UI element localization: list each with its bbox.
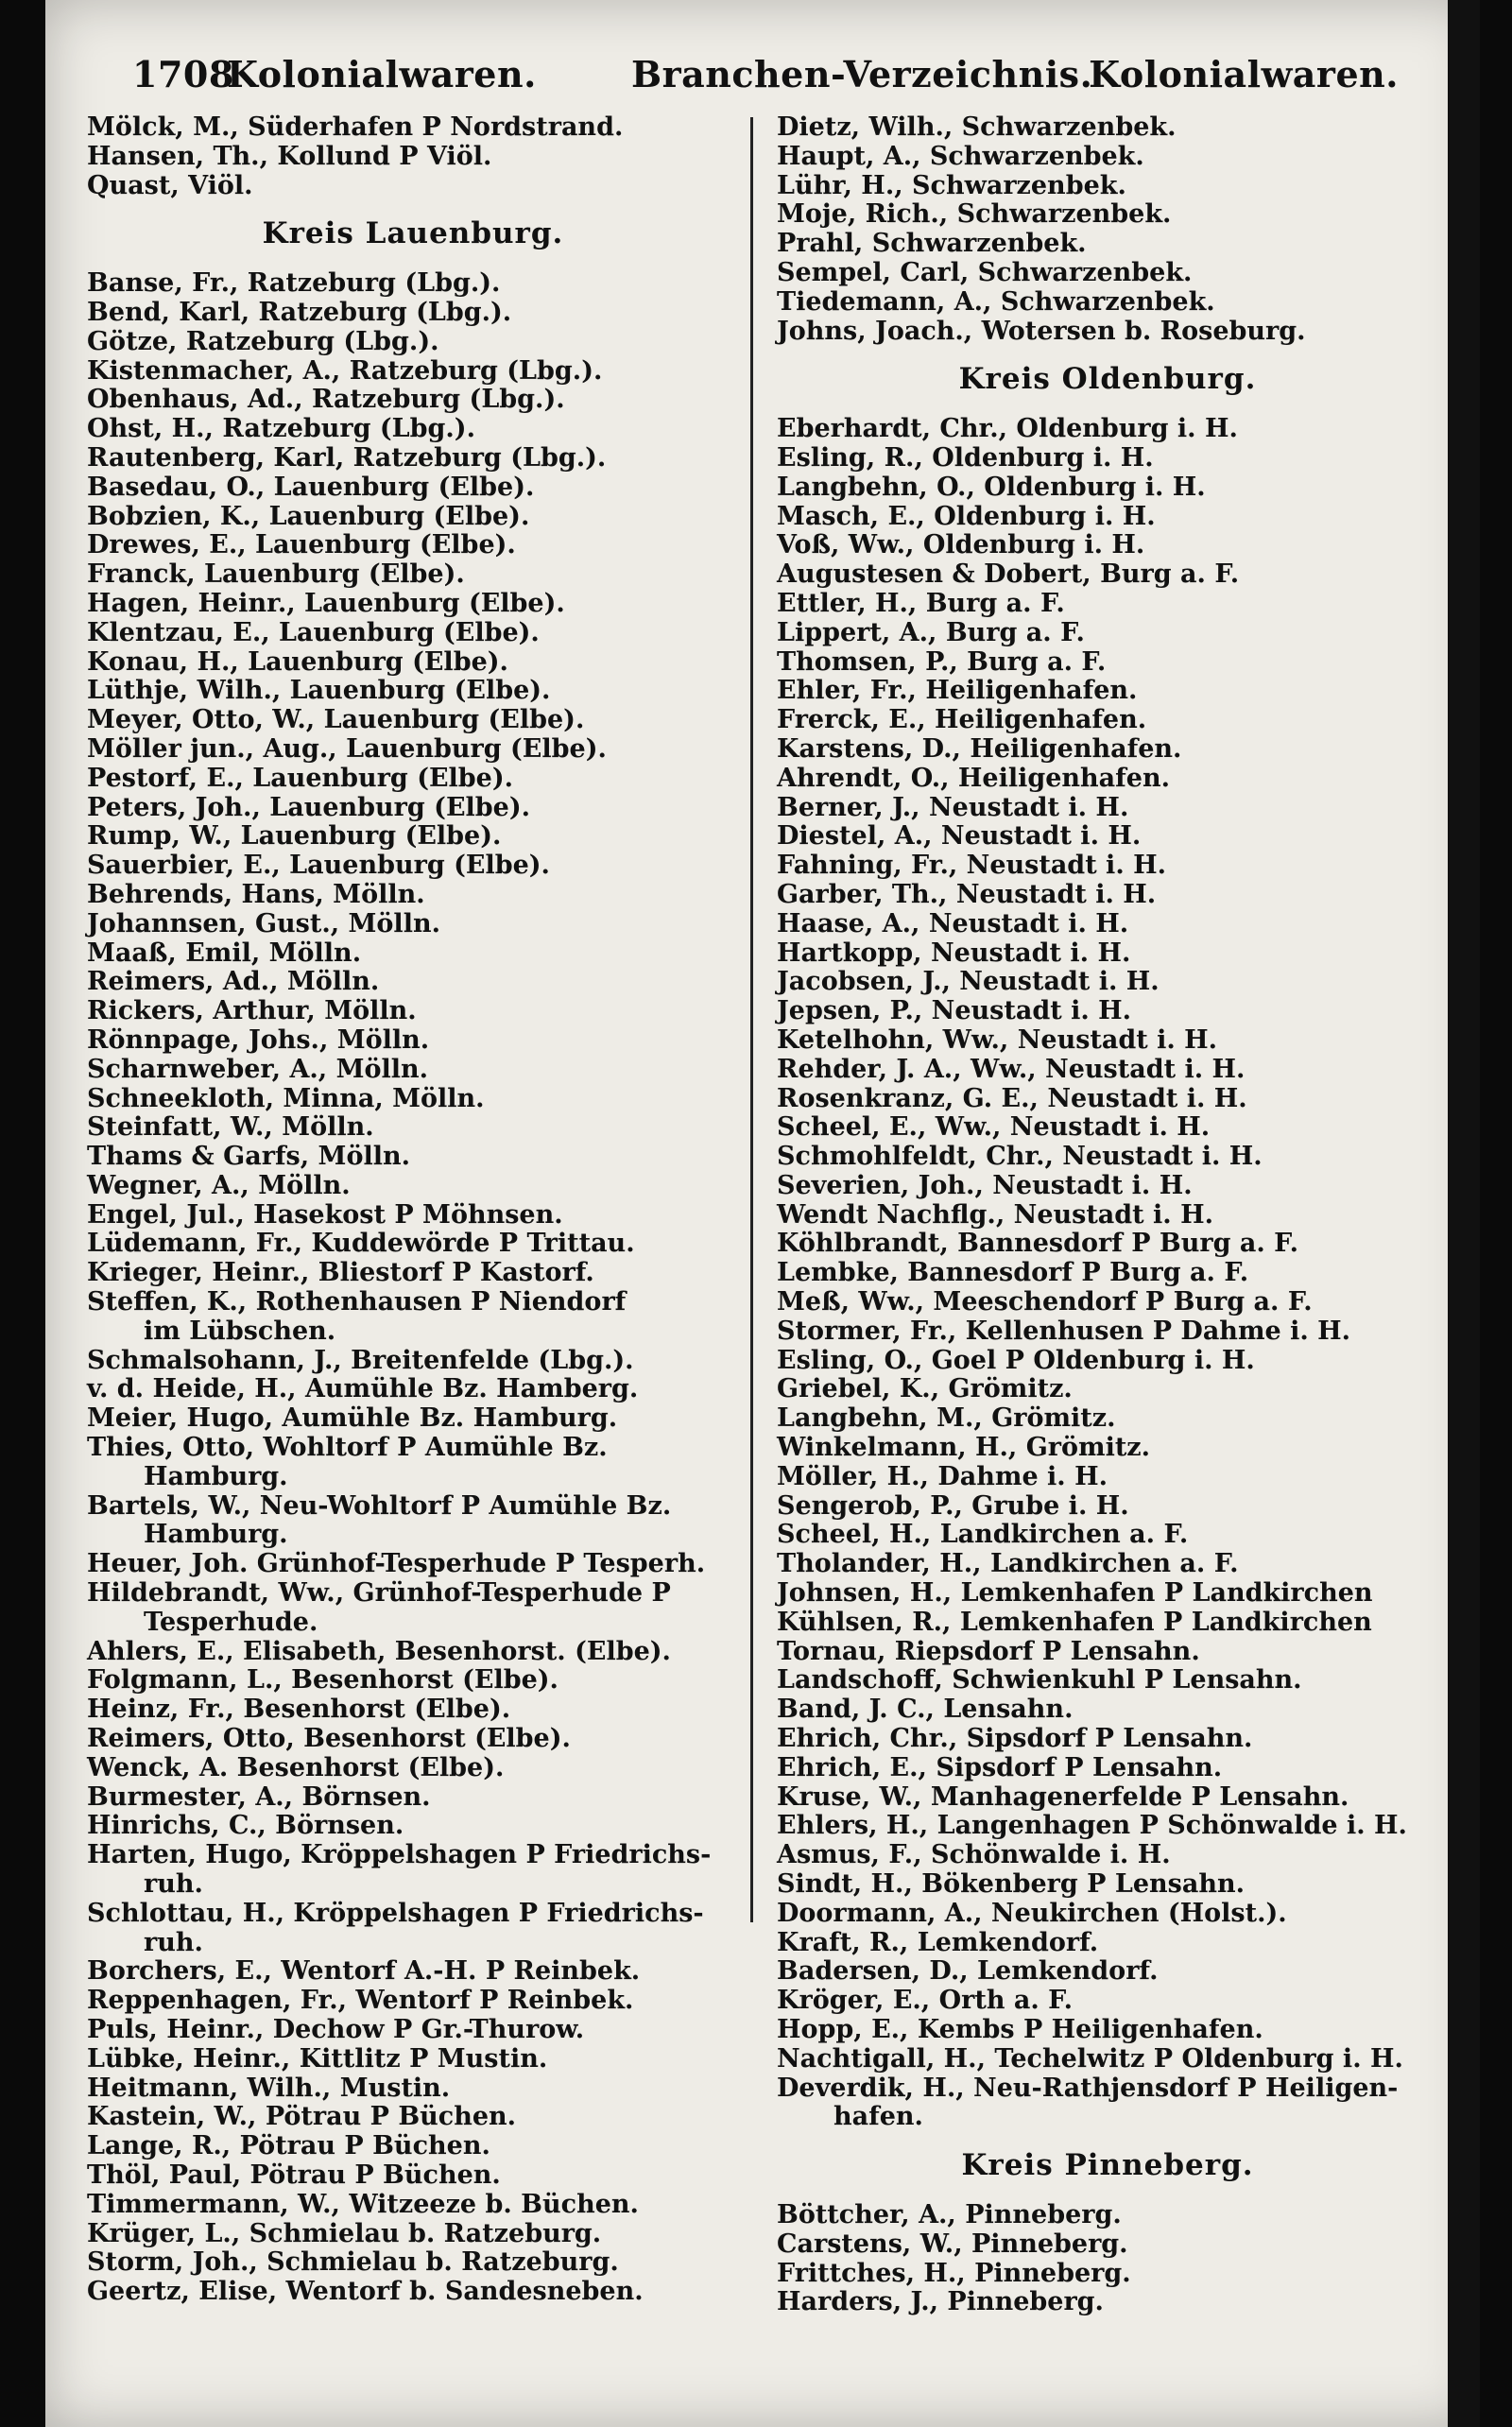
list-item: Haase, A., Neustadt i. H. bbox=[777, 908, 1129, 938]
list-item: Lübke, Heinr., Kittlitz P Mustin. bbox=[87, 2043, 548, 2074]
list-item: Harders, J., Pinneberg. bbox=[777, 2287, 1104, 2317]
list-item: Hopp, E., Kembs P Heiligenhafen. bbox=[777, 2015, 1263, 2044]
list-item: Sindt, H., Bökenberg P Lensahn. bbox=[777, 1869, 1246, 1900]
list-item: Tornau, Riepsdorf P Lensahn. bbox=[777, 1636, 1200, 1666]
list-item: Schneekloth, Minna, Mölln. bbox=[87, 1083, 485, 1113]
list-item: Wendt Nachflg., Neustadt i. H. bbox=[777, 1199, 1214, 1230]
right-column bbox=[777, 113, 1438, 2317]
list-item: Deverdik, H., Neu-Rathjensdorf P Heiligen- bbox=[777, 2073, 1399, 2103]
list-item: Schmalsohann, J., Breitenfelde (Lbg.). bbox=[87, 1345, 634, 1375]
list-item: Maaß, Emil, Mölln. bbox=[87, 938, 362, 968]
oldenburg-entries bbox=[777, 415, 1438, 2132]
list-item: Winkelmann, H., Grömitz. bbox=[777, 1433, 1151, 1463]
list-item: Jepsen, P., Neustadt i. H. bbox=[777, 996, 1132, 1026]
list-item: Landschoff, Schwienkuhl P Lensahn. bbox=[777, 1665, 1302, 1695]
list-item: Meyer, Otto, W., Lauenburg (Elbe). bbox=[87, 705, 585, 735]
list-item: Frerck, E., Heiligenhafen. bbox=[777, 705, 1147, 735]
list-item: Schlottau, H., Kröppelshagen P Friedrichs- bbox=[87, 1898, 704, 1928]
list-item: Voß, Ww., Oldenburg i. H. bbox=[777, 530, 1145, 560]
list-item: im Lübschen. bbox=[144, 1316, 336, 1346]
list-item: Hinrichs, C., Börnsen. bbox=[87, 1811, 404, 1841]
list-item: Ketelhohn, Ww., Neustadt i. H. bbox=[777, 1024, 1218, 1055]
list-item: Puls, Heinr., Dechow P Gr.-Thurow. bbox=[87, 2015, 585, 2044]
list-item: Konau, H., Lauenburg (Elbe). bbox=[87, 646, 508, 677]
list-item: Scharnweber, A., Mölln. bbox=[87, 1054, 429, 1084]
list-item: Ohst, H., Ratzeburg (Lbg.). bbox=[87, 414, 475, 444]
list-item: Klentzau, E., Lauenburg (Elbe). bbox=[87, 617, 540, 647]
list-item: Lange, R., Pötrau P Büchen. bbox=[87, 2131, 490, 2161]
list-item: Thies, Otto, Wohltorf P Aumühle Bz. bbox=[87, 1433, 608, 1463]
list-item: hafen. bbox=[833, 2102, 923, 2132]
page-header bbox=[132, 45, 1399, 102]
list-item: Tesperhude. bbox=[144, 1607, 318, 1637]
list-item: Jacobsen, J., Neustadt i. H. bbox=[777, 967, 1160, 997]
list-item: Johannsen, Gust., Mölln. bbox=[87, 908, 440, 938]
list-item: Steffen, K., Rothenhausen P Niendorf bbox=[87, 1287, 627, 1317]
list-item: Nachtigall, H., Techelwitz P Oldenburg i. H. bbox=[777, 2043, 1403, 2074]
list-item: Bobzien, K., Lauenburg (Elbe). bbox=[87, 501, 530, 531]
list-item: Hamburg. bbox=[144, 1520, 288, 1550]
list-item: Prahl, Schwarzenbek. bbox=[777, 229, 1087, 259]
list-item: Fahning, Fr., Neustadt i. H. bbox=[777, 851, 1167, 881]
list-item: Bend, Karl, Ratzeburg (Lbg.). bbox=[87, 297, 512, 327]
list-item: Stormer, Fr., Kellenhusen P Dahme i. H. bbox=[777, 1316, 1351, 1346]
right-intro-entries bbox=[777, 113, 1438, 346]
list-item: Thams & Garfs, Mölln. bbox=[87, 1142, 410, 1172]
list-item: Masch, E., Oldenburg i. H. bbox=[777, 501, 1156, 531]
list-item: Reppenhagen, Fr., Wentorf P Reinbek. bbox=[87, 1986, 634, 2016]
list-item: Karstens, D., Heiligenhafen. bbox=[777, 733, 1182, 764]
list-item: Tiedemann, A., Schwarzenbek. bbox=[777, 286, 1215, 317]
list-item: Scheel, E., Ww., Neustadt i. H. bbox=[777, 1112, 1211, 1143]
list-item: Rautenberg, Karl, Ratzeburg (Lbg.). bbox=[87, 442, 607, 473]
list-item: Engel, Jul., Hasekost P Möhnsen. bbox=[87, 1199, 563, 1230]
list-item: Kruse, W., Manhagenerfelde P Lensahn. bbox=[777, 1782, 1349, 1812]
list-item: Ettler, H., Burg a. F. bbox=[777, 588, 1065, 618]
list-item: Folgmann, L., Besenhorst (Elbe). bbox=[87, 1665, 558, 1695]
list-item: ruh. bbox=[144, 1927, 203, 1957]
list-item: Moje, Rich., Schwarzenbek. bbox=[777, 199, 1172, 230]
header-right-title: Kolonialwaren. bbox=[1089, 53, 1399, 95]
list-item: Reimers, Ad., Mölln. bbox=[87, 967, 380, 997]
list-item: Quast, Viöl. bbox=[87, 170, 253, 200]
list-item: Carstens, W., Pinneberg. bbox=[777, 2229, 1128, 2259]
list-item: Harten, Hugo, Kröppelshagen P Friedrichs- bbox=[87, 1840, 712, 1870]
list-item: Ehlers, H., Langenhagen P Schönwalde i. H. bbox=[777, 1811, 1407, 1841]
list-item: Lüthje, Wilh., Lauenburg (Elbe). bbox=[87, 676, 551, 706]
list-item: Thomsen, P., Burg a. F. bbox=[777, 646, 1107, 677]
list-item: Diestel, A., Neustadt i. H. bbox=[777, 821, 1142, 852]
list-item: Böttcher, A., Pinneberg. bbox=[777, 2199, 1122, 2229]
list-item: Heitmann, Wilh., Mustin. bbox=[87, 2073, 451, 2103]
page-number: 1708 bbox=[132, 53, 234, 95]
section-heading-pinneberg: Kreis Pinneberg. bbox=[961, 2148, 1254, 2183]
left-section-entries bbox=[87, 269, 739, 2307]
list-item: Esling, O., Goel P Oldenburg i. H. bbox=[777, 1345, 1255, 1375]
left-intro-entries bbox=[87, 113, 739, 200]
list-item: Berner, J., Neustadt i. H. bbox=[777, 792, 1129, 822]
list-item: Ahrendt, O., Heiligenhafen. bbox=[777, 763, 1170, 793]
list-item: Borchers, E., Wentorf A.-H. P Reinbek. bbox=[87, 1956, 641, 1987]
list-item: Banse, Fr., Ratzeburg (Lbg.). bbox=[87, 268, 501, 299]
list-item: Rehder, J. A., Ww., Neustadt i. H. bbox=[777, 1054, 1246, 1084]
list-item: Langbehn, M., Grömitz. bbox=[777, 1403, 1116, 1434]
list-item: Meier, Hugo, Aumühle Bz. Hamburg. bbox=[87, 1403, 618, 1434]
list-item: Ehrich, Chr., Sipsdorf P Lensahn. bbox=[777, 1724, 1253, 1754]
list-item: Ehrich, E., Sipsdorf P Lensahn. bbox=[777, 1752, 1223, 1782]
list-item: Thöl, Paul, Pötrau P Büchen. bbox=[87, 2160, 501, 2190]
list-item: Wegner, A., Mölln. bbox=[87, 1170, 351, 1200]
list-item: Kraft, R., Lemkendorf. bbox=[777, 1927, 1099, 1957]
list-item: Wenck, A. Besenhorst (Elbe). bbox=[87, 1752, 505, 1782]
list-item: Obenhaus, Ad., Ratzeburg (Lbg.). bbox=[87, 385, 565, 415]
list-item: Esling, R., Oldenburg i. H. bbox=[777, 442, 1154, 473]
list-item: ruh. bbox=[144, 1869, 203, 1900]
list-item: Timmermann, W., Witzeeze b. Büchen. bbox=[87, 2189, 639, 2219]
list-item: Hagen, Heinr., Lauenburg (Elbe). bbox=[87, 588, 565, 618]
list-item: Lühr, H., Schwarzenbek. bbox=[777, 170, 1126, 200]
list-item: Burmester, A., Börnsen. bbox=[87, 1782, 431, 1812]
list-item: Rickers, Arthur, Mölln. bbox=[87, 996, 417, 1026]
list-item: Peters, Joh., Lauenburg (Elbe). bbox=[87, 792, 531, 822]
list-item: Lippert, A., Burg a. F. bbox=[777, 617, 1085, 647]
list-item: Ehler, Fr., Heiligenhafen. bbox=[777, 676, 1138, 706]
left-column bbox=[87, 113, 739, 2307]
list-item: Doormann, A., Neukirchen (Holst.). bbox=[777, 1898, 1287, 1928]
list-item: Basedau, O., Lauenburg (Elbe). bbox=[87, 472, 535, 502]
list-item: Haupt, A., Schwarzenbek. bbox=[777, 141, 1144, 171]
header-center-title: Branchen-Verzeichnis. bbox=[631, 53, 1093, 95]
list-item: Möller, H., Dahme i. H. bbox=[777, 1461, 1108, 1491]
list-item: Johns, Joach., Wotersen b. Roseburg. bbox=[777, 316, 1306, 346]
list-item: Reimers, Otto, Besenhorst (Elbe). bbox=[87, 1724, 571, 1754]
list-item: Sengerob, P., Grube i. H. bbox=[777, 1490, 1129, 1521]
list-item: Ahlers, E., Elisabeth, Besenhorst. (Elbe). bbox=[87, 1636, 671, 1666]
list-item: Langbehn, O., Oldenburg i. H. bbox=[777, 472, 1206, 502]
list-item: Heinz, Fr., Besenhorst (Elbe). bbox=[87, 1695, 511, 1725]
list-item: Kistenmacher, A., Ratzeburg (Lbg.). bbox=[87, 355, 603, 386]
list-item: Hamburg. bbox=[144, 1461, 288, 1491]
list-item: Hildebrandt, Ww., Grünhof-Tesperhude P bbox=[87, 1578, 671, 1609]
pinneberg-entries bbox=[777, 2201, 1438, 2317]
list-item: Frittches, H., Pinneberg. bbox=[777, 2258, 1131, 2288]
list-item: Asmus, F., Schönwalde i. H. bbox=[777, 1840, 1171, 1870]
list-item: Severien, Joh., Neustadt i. H. bbox=[777, 1170, 1193, 1200]
list-item: Scheel, H., Landkirchen a. F. bbox=[777, 1520, 1189, 1550]
list-item: Köhlbrandt, Bannesdorf P Burg a. F. bbox=[777, 1229, 1299, 1259]
list-item: Kastein, W., Pötrau P Büchen. bbox=[87, 2102, 517, 2132]
list-item: Band, J. C., Lensahn. bbox=[777, 1695, 1074, 1725]
list-item: Möller jun., Aug., Lauenburg (Elbe). bbox=[87, 733, 607, 764]
list-item: Rosenkranz, G. E., Neustadt i. H. bbox=[777, 1083, 1247, 1113]
list-item: Tholander, H., Landkirchen a. F. bbox=[777, 1549, 1239, 1579]
list-item: Rump, W., Lauenburg (Elbe). bbox=[87, 821, 502, 852]
list-item: Hansen, Th., Kollund P Viöl. bbox=[87, 141, 492, 171]
list-item: Johnsen, H., Lemkenhafen P Landkirchen bbox=[777, 1578, 1373, 1609]
section-heading-lauenburg: Kreis Lauenburg. bbox=[262, 216, 564, 251]
list-item: Lembke, Bannesdorf P Burg a. F. bbox=[777, 1258, 1249, 1288]
list-item: Pestorf, E., Lauenburg (Elbe). bbox=[87, 763, 514, 793]
list-item: Krüger, L., Schmielau b. Ratzeburg. bbox=[87, 2218, 602, 2248]
list-item: Drewes, E., Lauenburg (Elbe). bbox=[87, 530, 516, 560]
list-item: Dietz, Wilh., Schwarzenbek. bbox=[777, 112, 1177, 142]
list-item: Krieger, Heinr., Bliestorf P Kastorf. bbox=[87, 1258, 594, 1288]
list-item: Steinfatt, W., Mölln. bbox=[87, 1112, 374, 1143]
list-item: Garber, Th., Neustadt i. H. bbox=[777, 879, 1157, 909]
list-item: v. d. Heide, H., Aumühle Bz. Hamberg. bbox=[87, 1374, 639, 1404]
list-item: Badersen, D., Lemkendorf. bbox=[777, 1956, 1159, 1987]
list-item: Lüdemann, Fr., Kuddewörde P Trittau. bbox=[87, 1229, 635, 1259]
list-item: Heuer, Joh. Grünhof-Tesperhude P Tesperh. bbox=[87, 1549, 706, 1579]
list-item: Sempel, Carl, Schwarzenbek. bbox=[777, 257, 1193, 287]
list-item: Hartkopp, Neustadt i. H. bbox=[777, 938, 1131, 968]
list-item: Meß, Ww., Meeschendorf P Burg a. F. bbox=[777, 1287, 1313, 1317]
list-item: Bartels, W., Neu-Wohltorf P Aumühle Bz. bbox=[87, 1490, 672, 1521]
page-edge-shadow bbox=[1448, 0, 1480, 2427]
list-item: Augustesen & Dobert, Burg a. F. bbox=[777, 559, 1240, 590]
list-item: Franck, Lauenburg (Elbe). bbox=[87, 559, 465, 590]
list-item: Rönnpage, Johs., Mölln. bbox=[87, 1024, 430, 1055]
list-item: Storm, Joh., Schmielau b. Ratzeburg. bbox=[87, 2247, 619, 2278]
list-item: Behrends, Hans, Mölln. bbox=[87, 879, 425, 909]
list-item: Geertz, Elise, Wentorf b. Sandesneben. bbox=[87, 2277, 644, 2307]
list-item: Götze, Ratzeburg (Lbg.). bbox=[87, 326, 439, 356]
list-item: Sauerbier, E., Lauenburg (Elbe). bbox=[87, 851, 550, 881]
list-item: Kröger, E., Orth a. F. bbox=[777, 1986, 1073, 2016]
header-left-title: Kolonialwaren. bbox=[227, 53, 537, 95]
list-item: Mölck, M., Süderhafen P Nordstrand. bbox=[87, 112, 624, 142]
list-item: Kühlsen, R., Lemkenhafen P Landkirchen bbox=[777, 1607, 1372, 1637]
list-item: Griebel, K., Grömitz. bbox=[777, 1374, 1073, 1404]
list-item: Schmohlfeldt, Chr., Neustadt i. H. bbox=[777, 1142, 1263, 1172]
column-divider bbox=[750, 117, 753, 1922]
section-heading-oldenburg: Kreis Oldenburg. bbox=[958, 362, 1257, 397]
list-item: Eberhardt, Chr., Oldenburg i. H. bbox=[777, 414, 1238, 444]
